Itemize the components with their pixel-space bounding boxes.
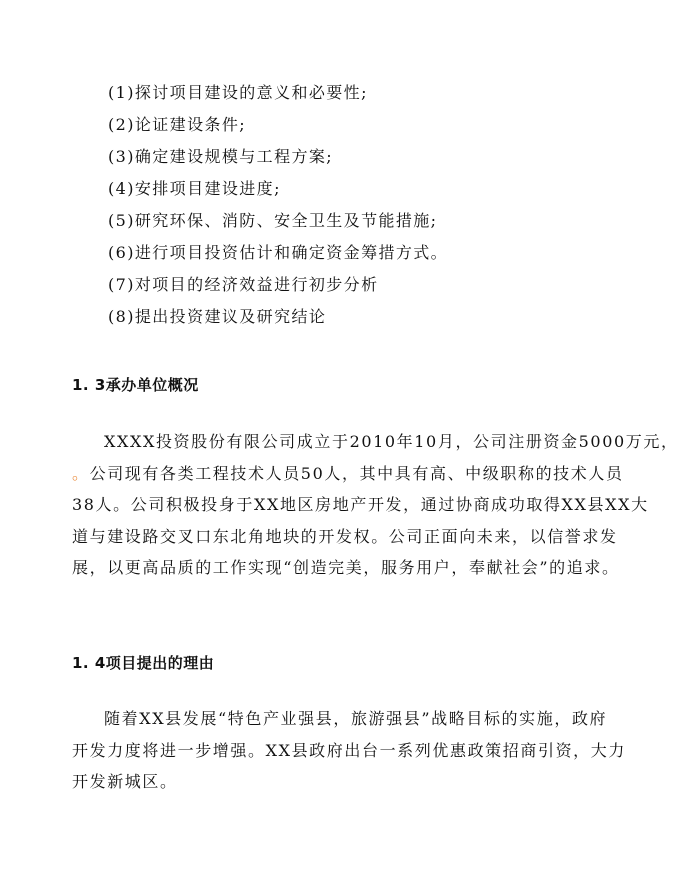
paragraph-line: 随着XX县发展“特色产业强县，旅游强县”战略目标的实施，政府 — [104, 709, 608, 728]
list-item: (1)探讨项目建设的意义和必要性; — [108, 83, 368, 102]
paragraph-line: 38人。公司积极投身于XX地区房地产开发，通过协商成功取得XX县XX大 — [72, 495, 649, 514]
paragraph-line: XXXX投资股份有限公司成立于2010年10月，公司注册资金5000万元， — [104, 432, 679, 451]
list-item: (3)确定建设规模与工程方案; — [108, 147, 334, 166]
company-overview-paragraph — [72, 426, 679, 584]
section-heading-1-4: 1. 4项目提出的理由 — [72, 654, 215, 672]
list-item: (6)进行项目投资估计和确定资金筹措方式。 — [108, 243, 449, 262]
study-objectives-list — [108, 80, 448, 336]
section-heading-1-3: 1. 3承办单位概况 — [72, 376, 199, 394]
project-reason-paragraph — [72, 703, 652, 798]
list-item: (2)论证建设条件; — [108, 115, 247, 134]
paragraph-line-text: 公司现有各类工程技术人员50人，其中具有高、中级职称的技术人员 — [89, 463, 624, 483]
paragraph-line: 开发新城区。 — [72, 772, 178, 791]
paragraph-line: 展，以更高品质的工作实现“创造完美，服务用户，奉献社会”的追求。 — [72, 558, 620, 577]
list-item: (4)安排项目建设进度; — [108, 179, 281, 198]
paragraph-line — [72, 458, 652, 490]
list-item: (5)研究环保、消防、安全卫生及节能措施; — [108, 211, 438, 230]
list-item: (7)对项目的经济效益进行初步分析 — [108, 275, 379, 294]
list-item: (8)提出投资建议及研究结论 — [108, 307, 327, 326]
stray-mark: 。 — [72, 463, 90, 483]
paragraph-line: 开发力度将进一步增强。XX县政府出台一系列优惠政策招商引资，大力 — [72, 740, 626, 760]
paragraph-line: 道与建设路交叉口东北角地块的开发权。公司正面向未来，以信誉求发 — [72, 526, 618, 546]
